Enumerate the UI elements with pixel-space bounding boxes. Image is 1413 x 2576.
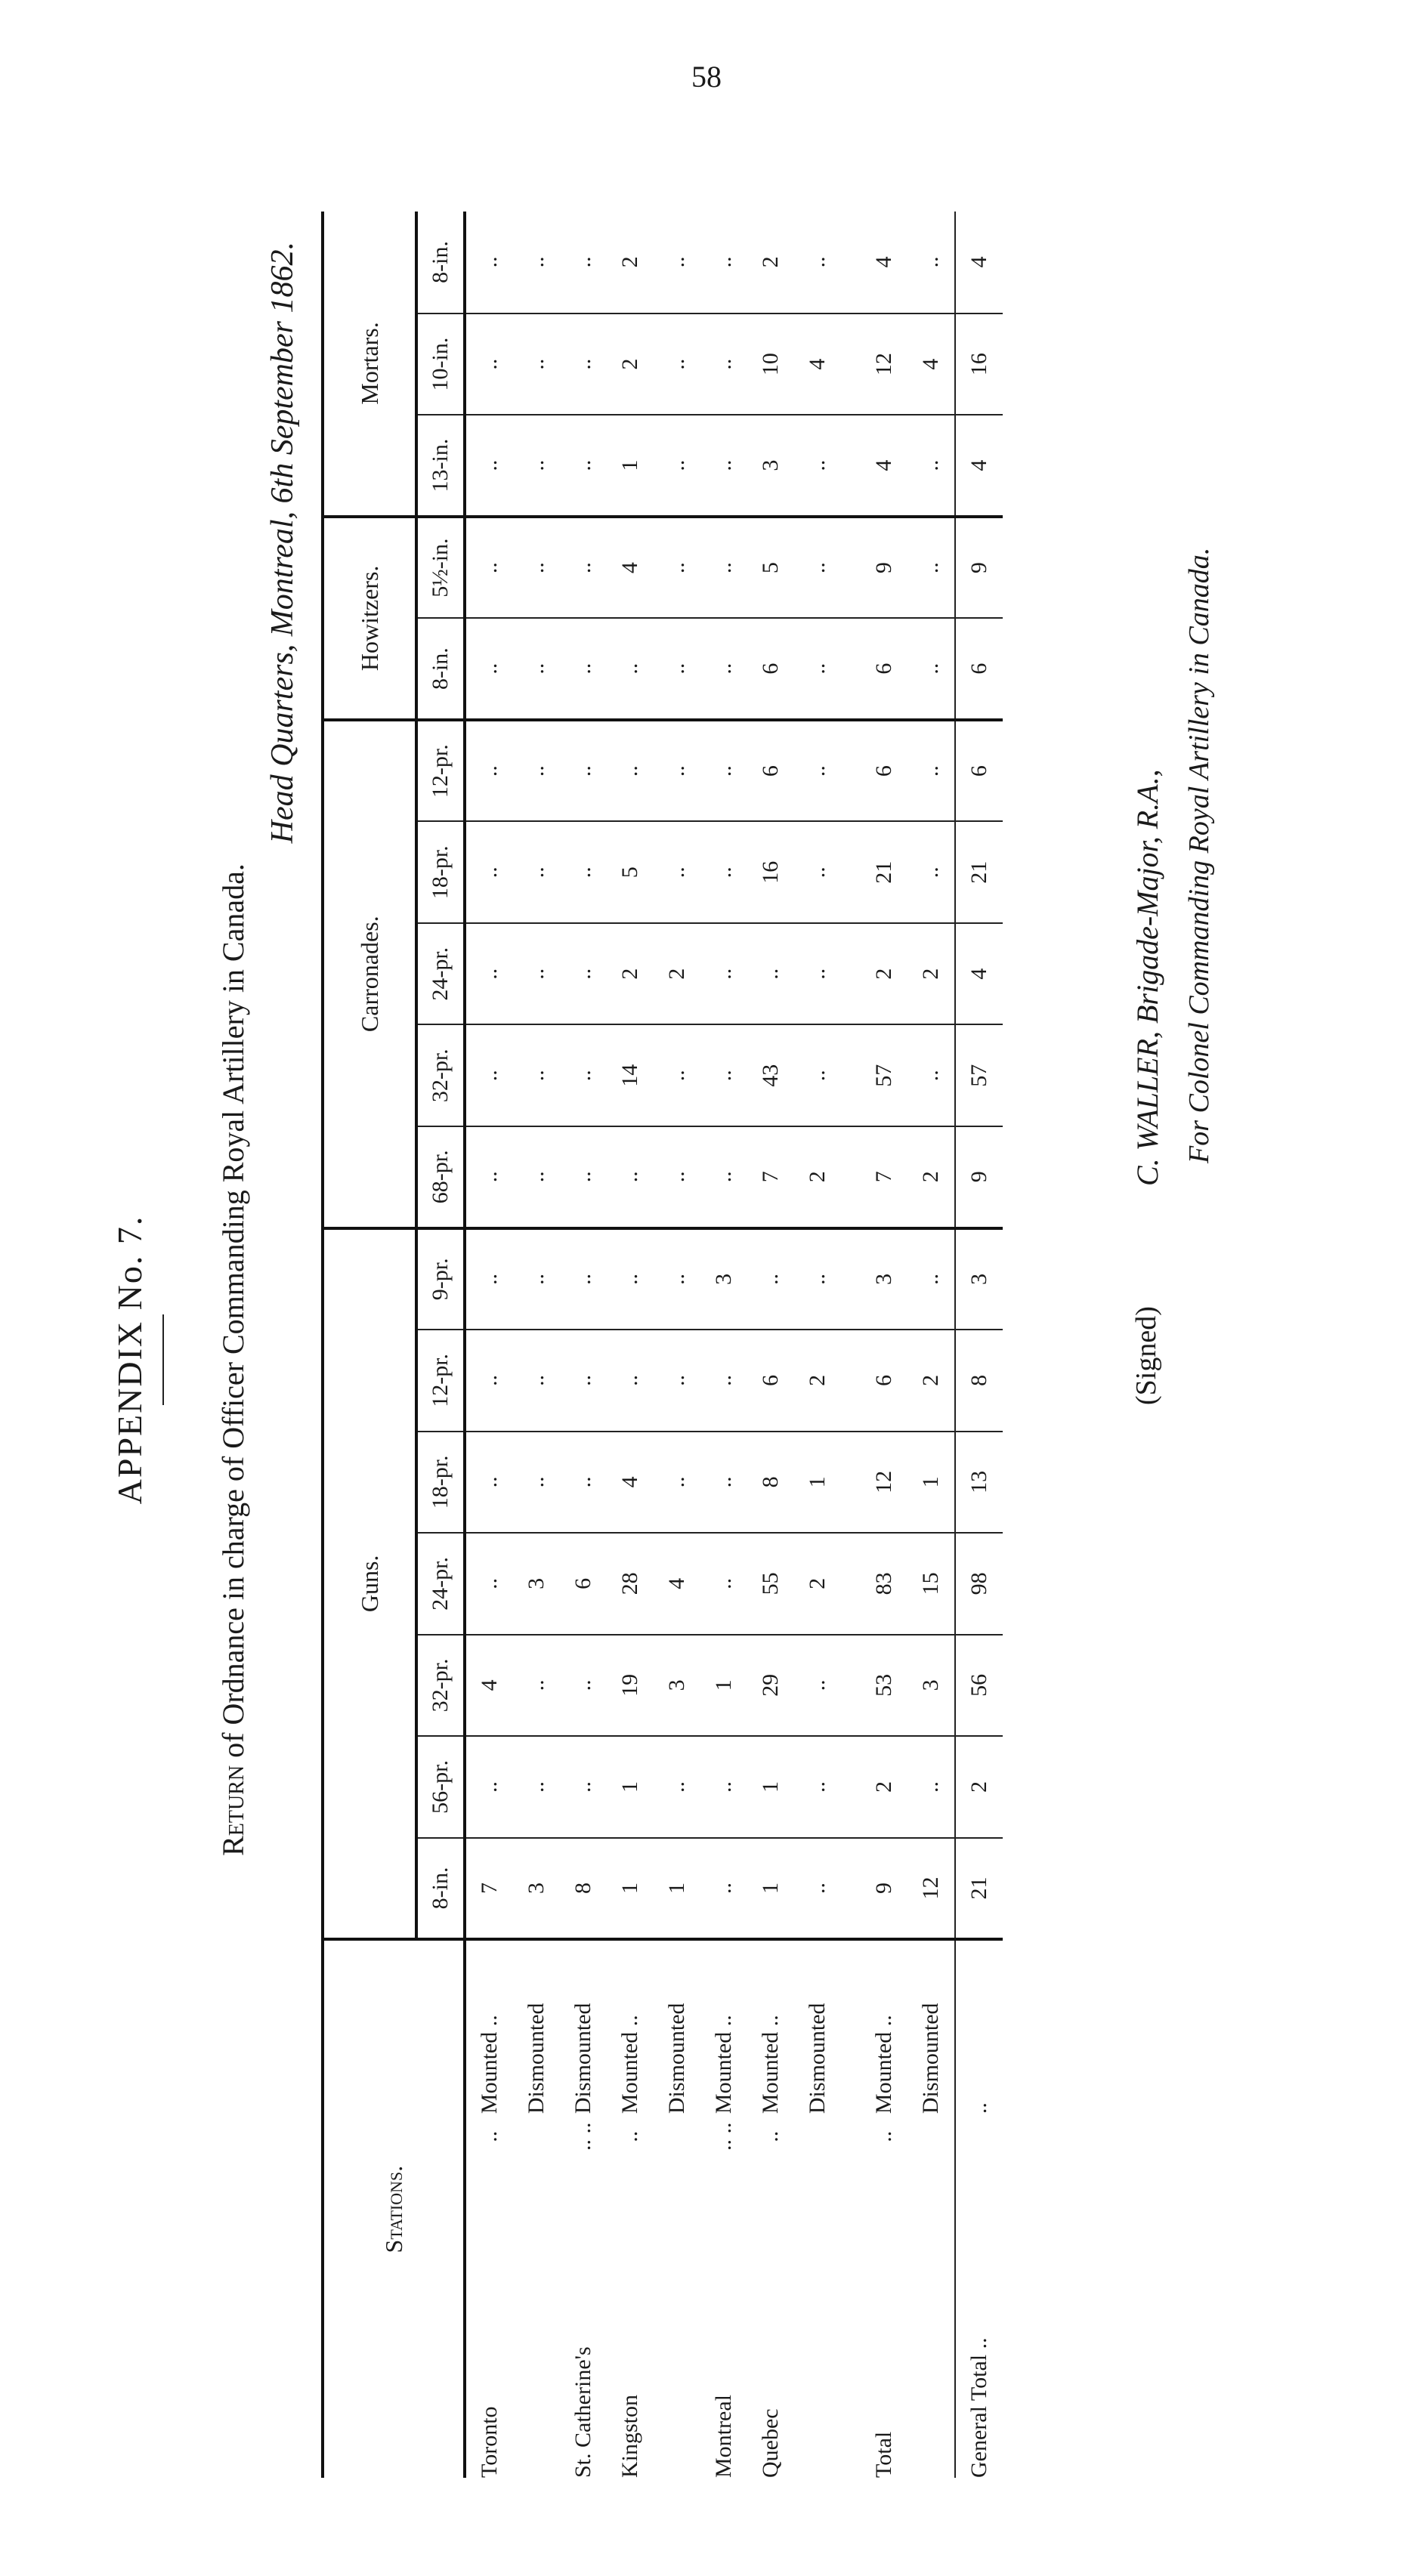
station-name: General Total ..	[955, 2159, 1003, 2478]
table-cell: 9	[841, 1838, 907, 1940]
signer-name: C. WALLER, Brigade-Major, R.A.,	[1130, 769, 1164, 1186]
station-name	[513, 2159, 560, 2478]
return-title-smallcaps: Return	[216, 1765, 250, 1856]
table-cell: ..	[747, 923, 794, 1025]
table-cell: ..	[607, 1126, 654, 1228]
table-cell: ..	[465, 517, 513, 619]
table-body	[465, 212, 1003, 2478]
table-cell: 4	[841, 212, 907, 314]
table-cell: ..	[907, 212, 955, 314]
table-cell: ..	[465, 618, 513, 720]
table-cell: 16	[747, 821, 794, 923]
station-status: ..	[955, 1939, 1003, 2114]
table-cell: 2	[794, 1533, 841, 1635]
table-cell: ..	[700, 618, 747, 720]
station-leader-dots: ..	[871, 2130, 896, 2142]
column-header: 32-pr.	[416, 1635, 465, 1737]
table-cell: ..	[560, 720, 607, 822]
table-cell: ..	[654, 415, 700, 517]
table-cell: ..	[513, 1635, 560, 1737]
table-cell: 2	[794, 1126, 841, 1228]
stations-header: Stations.	[379, 2165, 407, 2253]
table-cell: 9	[955, 1126, 1003, 1228]
station-name	[654, 2159, 700, 2478]
table-row	[654, 212, 700, 2478]
group-header-row	[323, 212, 416, 2478]
table-row	[955, 212, 1003, 2478]
column-header: 5½-in.	[416, 517, 465, 619]
ordnance-table	[321, 212, 1003, 2478]
table-cell: ..	[560, 1432, 607, 1534]
table-cell: ..	[465, 720, 513, 822]
page-number: 58	[691, 60, 722, 94]
table-cell: 56	[955, 1635, 1003, 1737]
table-cell: ..	[465, 212, 513, 314]
station-name: St. Catherine's	[570, 2346, 595, 2478]
table-cell: 9	[955, 517, 1003, 619]
table-cell: 2	[794, 1330, 841, 1432]
column-header: 8-in.	[416, 212, 465, 314]
table-cell: 4	[955, 415, 1003, 517]
table-cell: ..	[654, 212, 700, 314]
table-cell: ..	[513, 720, 560, 822]
table-cell: ..	[700, 517, 747, 619]
table-cell: 3	[955, 1228, 1003, 1330]
table-cell: ..	[513, 1228, 560, 1330]
table-cell: 7	[841, 1126, 907, 1228]
table-row	[841, 212, 907, 2478]
table-cell: ..	[513, 1736, 560, 1838]
table-cell: 2	[841, 1736, 907, 1838]
table-cell: 2	[607, 314, 654, 415]
table-cell: 5	[747, 517, 794, 619]
table-cell: ..	[794, 923, 841, 1025]
table-cell: ..	[794, 1228, 841, 1330]
table-cell: ..	[654, 517, 700, 619]
table-cell: 29	[747, 1635, 794, 1737]
table-cell: ..	[700, 1126, 747, 1228]
table-cell: ..	[465, 314, 513, 415]
table-cell: 4	[465, 1635, 513, 1737]
table-cell: ..	[700, 1838, 747, 1940]
column-header: 13-in.	[416, 415, 465, 517]
table-cell: ..	[700, 923, 747, 1025]
table-cell: ..	[513, 415, 560, 517]
table-row	[747, 212, 794, 2478]
table-cell: 5	[607, 821, 654, 923]
table-cell: ..	[560, 1228, 607, 1330]
group-header-guns: Guns.	[323, 1228, 416, 1940]
column-header: 8-in.	[416, 618, 465, 720]
table-cell: ..	[907, 720, 955, 822]
table-cell: 6	[841, 720, 907, 822]
signer-role: For Colonel Commanding Royal Artillery in Canada.	[1183, 547, 1215, 1163]
table-cell: ..	[907, 517, 955, 619]
table-cell: ..	[700, 821, 747, 923]
table-cell: ..	[607, 1228, 654, 1330]
table-cell: ..	[560, 618, 607, 720]
table-cell: ..	[465, 1228, 513, 1330]
table-cell: ..	[654, 821, 700, 923]
table-cell: 7	[465, 1838, 513, 1940]
table-cell: ..	[465, 923, 513, 1025]
table-cell: ..	[560, 1635, 607, 1737]
table-cell: ..	[465, 1736, 513, 1838]
table-cell: ..	[560, 517, 607, 619]
table-cell: ..	[560, 415, 607, 517]
table-row	[560, 212, 607, 2478]
table-cell: ..	[513, 314, 560, 415]
table-cell: ..	[794, 517, 841, 619]
return-title	[215, 212, 251, 2508]
table-cell: ..	[700, 1432, 747, 1534]
station-status: Mounted ..	[871, 2015, 896, 2114]
table-cell: 4	[654, 1533, 700, 1635]
table-cell: ..	[513, 1432, 560, 1534]
table-cell: ..	[907, 1025, 955, 1127]
table-cell: ..	[654, 1126, 700, 1228]
station-name: Montreal	[711, 2395, 736, 2478]
column-header: 12-pr.	[416, 1330, 465, 1432]
table-cell: ..	[465, 1330, 513, 1432]
table-cell: ..	[654, 618, 700, 720]
group-header-mortars: Mortars.	[323, 212, 416, 517]
column-header: 10-in.	[416, 314, 465, 415]
table-cell: 98	[955, 1533, 1003, 1635]
station-leader-dots	[654, 2114, 700, 2159]
table-cell: ..	[654, 1025, 700, 1127]
table-cell: 7	[747, 1126, 794, 1228]
table-cell: 12	[907, 1838, 955, 1940]
table-cell: 1	[654, 1838, 700, 1940]
table-cell: ..	[907, 415, 955, 517]
table-cell: 8	[747, 1432, 794, 1534]
title-rule	[162, 1314, 164, 1405]
table-cell: 57	[955, 1025, 1003, 1127]
table-cell: 6	[841, 618, 907, 720]
table-cell: 4	[907, 314, 955, 415]
table-row	[607, 212, 654, 2478]
station-leader-dots	[513, 2114, 560, 2159]
column-header: 18-pr.	[416, 1432, 465, 1534]
station-leader-dots: ..	[617, 2130, 642, 2142]
table-cell: 2	[907, 1330, 955, 1432]
table-cell: 13	[955, 1432, 1003, 1534]
station-name: Quebec	[758, 2408, 783, 2478]
table-cell: 2	[607, 212, 654, 314]
table-cell: 3	[700, 1228, 747, 1330]
table-cell: 21	[841, 821, 907, 923]
table-cell: ..	[465, 1533, 513, 1635]
table-cell: ..	[794, 720, 841, 822]
table-cell: 6	[955, 618, 1003, 720]
table-cell: ..	[560, 1736, 607, 1838]
table-cell: ..	[513, 1330, 560, 1432]
table-row	[794, 212, 841, 2478]
table-cell: 2	[907, 923, 955, 1025]
table-cell: 9	[841, 517, 907, 619]
table-cell: 6	[841, 1330, 907, 1432]
station-name: Kingston	[617, 2394, 642, 2478]
table-cell: ..	[794, 821, 841, 923]
table-cell: ..	[465, 1432, 513, 1534]
table-cell: 2	[841, 923, 907, 1025]
table-cell: 28	[607, 1533, 654, 1635]
table-cell: ..	[700, 1330, 747, 1432]
table-cell: 3	[513, 1838, 560, 1940]
table-cell: ..	[654, 1432, 700, 1534]
column-header: 24-pr.	[416, 923, 465, 1025]
table-cell: 6	[560, 1533, 607, 1635]
table-cell: ..	[560, 1025, 607, 1127]
column-header: 8-in.	[416, 1838, 465, 1940]
station-status: Mounted ..	[477, 2015, 502, 2114]
table-cell: ..	[700, 212, 747, 314]
table-cell: ..	[560, 821, 607, 923]
table-cell: ..	[700, 720, 747, 822]
station-leader-dots: ..	[477, 2130, 502, 2142]
table-cell: ..	[794, 212, 841, 314]
table-cell: 2	[654, 923, 700, 1025]
table-cell: ..	[907, 1736, 955, 1838]
station-leader-dots	[907, 2114, 955, 2159]
table-cell: 15	[907, 1533, 955, 1635]
table-cell: 4	[607, 1432, 654, 1534]
column-header: 9-pr.	[416, 1228, 465, 1330]
table-cell: ..	[794, 618, 841, 720]
table-cell: 57	[841, 1025, 907, 1127]
table-cell: 55	[747, 1533, 794, 1635]
table-cell: ..	[794, 1736, 841, 1838]
table-cell: ..	[513, 923, 560, 1025]
table-cell: 1	[607, 415, 654, 517]
table-cell: 1	[794, 1432, 841, 1534]
table-cell: ..	[794, 415, 841, 517]
table-cell: 4	[607, 517, 654, 619]
table-row	[907, 212, 955, 2478]
table-cell: ..	[654, 720, 700, 822]
station-status: Dismounted	[524, 2003, 549, 2114]
table-cell: ..	[907, 821, 955, 923]
table-cell: 4	[955, 923, 1003, 1025]
station-status: Mounted ..	[758, 2015, 783, 2114]
ordnance-table-wrap	[321, 212, 1003, 2478]
table-row	[700, 212, 747, 2478]
table-cell: ..	[794, 1838, 841, 1940]
station-status: Dismounted	[918, 2003, 943, 2114]
station-name: Toronto	[477, 2406, 502, 2478]
table-cell: 6	[955, 720, 1003, 822]
table-cell: ..	[513, 1126, 560, 1228]
table-cell: ..	[465, 1025, 513, 1127]
station-name: Total	[871, 2431, 896, 2478]
table-cell: ..	[700, 1533, 747, 1635]
table-cell: 16	[955, 314, 1003, 415]
table-cell: 8	[560, 1838, 607, 1940]
table-cell: 1	[607, 1736, 654, 1838]
table-cell: 53	[841, 1635, 907, 1737]
table-cell: 21	[955, 1838, 1003, 1940]
table-cell: 3	[841, 1228, 907, 1330]
table-cell: 4	[794, 314, 841, 415]
table-cell: ..	[560, 314, 607, 415]
table-cell: 1	[700, 1635, 747, 1737]
table-cell: ..	[513, 821, 560, 923]
headquarters-line: Head Quarters, Montreal, 6th September 1862.	[265, 242, 300, 844]
table-cell: ..	[465, 821, 513, 923]
table-cell: 43	[747, 1025, 794, 1127]
table-cell: 8	[955, 1330, 1003, 1432]
table-cell: 2	[907, 1126, 955, 1228]
table-cell: ..	[654, 1228, 700, 1330]
table-cell: ..	[654, 314, 700, 415]
column-header: 56-pr.	[416, 1736, 465, 1838]
rotated-page-content	[94, 212, 1251, 2508]
column-header: 32-pr.	[416, 1025, 465, 1127]
appendix-title: APPENDIX No. 7.	[110, 1215, 149, 1505]
table-cell: ..	[465, 415, 513, 517]
table-cell: ..	[794, 1635, 841, 1737]
table-row	[465, 212, 513, 2478]
table-cell: 4	[841, 415, 907, 517]
table-cell: 83	[841, 1533, 907, 1635]
station-status: Dismounted	[664, 2003, 689, 2114]
table-cell: 6	[747, 1330, 794, 1432]
table-cell: ..	[560, 923, 607, 1025]
table-cell: ..	[700, 415, 747, 517]
table-cell: ..	[607, 618, 654, 720]
table-cell: 19	[607, 1635, 654, 1737]
group-header-howitzers: Howitzers.	[323, 517, 416, 720]
table-cell: ..	[907, 618, 955, 720]
table-cell: ..	[654, 1330, 700, 1432]
table-cell: ..	[513, 1025, 560, 1127]
table-cell: 6	[747, 618, 794, 720]
table-cell: 4	[955, 212, 1003, 314]
table-cell: 3	[907, 1635, 955, 1737]
table-cell: 1	[607, 1838, 654, 1940]
table-cell: 12	[841, 1432, 907, 1534]
table-cell: 21	[955, 821, 1003, 923]
table-cell: 14	[607, 1025, 654, 1127]
table-cell: 12	[841, 314, 907, 415]
table-cell: ..	[560, 212, 607, 314]
return-title-text: of Ordnance in charge of Officer Commanding Royal Artillery in Canada.	[216, 863, 250, 1758]
group-header-carronades: Carronades.	[323, 720, 416, 1228]
station-name	[907, 2159, 955, 2478]
table-cell: 3	[654, 1635, 700, 1737]
table-cell: ..	[794, 1025, 841, 1127]
station-name	[794, 2159, 841, 2478]
station-status: Dismounted	[805, 2003, 830, 2114]
table-cell: ..	[700, 1736, 747, 1838]
table-cell: ..	[654, 1736, 700, 1838]
table-cell: 6	[747, 720, 794, 822]
table-cell: 1	[747, 1736, 794, 1838]
station-leader-dots: ..	[758, 2130, 783, 2142]
table-cell: ..	[560, 1126, 607, 1228]
signed-label: (Signed)	[1130, 1306, 1162, 1405]
column-header: 68-pr.	[416, 1126, 465, 1228]
table-cell: ..	[465, 1126, 513, 1228]
table-cell: ..	[747, 1228, 794, 1330]
column-header: 12-pr.	[416, 720, 465, 822]
station-leader-dots	[794, 2114, 841, 2159]
table-cell: ..	[700, 314, 747, 415]
table-cell: 1	[907, 1432, 955, 1534]
table-cell: ..	[513, 212, 560, 314]
station-leader-dots: .. ..	[711, 2122, 736, 2151]
station-status: Mounted ..	[617, 2015, 642, 2114]
table-cell: 1	[747, 1838, 794, 1940]
station-status: Dismounted	[570, 2003, 595, 2114]
table-row	[513, 212, 560, 2478]
table-cell: 2	[747, 212, 794, 314]
table-cell: ..	[607, 720, 654, 822]
table-cell: 10	[747, 314, 794, 415]
table-cell: ..	[607, 1330, 654, 1432]
station-leader-dots	[955, 2114, 1003, 2159]
column-header: 18-pr.	[416, 821, 465, 923]
table-cell: ..	[513, 618, 560, 720]
table-cell: 2	[607, 923, 654, 1025]
table-cell: 2	[955, 1736, 1003, 1838]
column-header: 24-pr.	[416, 1533, 465, 1635]
table-cell: ..	[907, 1228, 955, 1330]
table-cell: ..	[560, 1330, 607, 1432]
table-cell: 3	[513, 1533, 560, 1635]
table-cell: ..	[513, 517, 560, 619]
table-cell: ..	[700, 1025, 747, 1127]
table-cell: 3	[747, 415, 794, 517]
station-leader-dots: .. ..	[570, 2122, 595, 2151]
station-status: Mounted ..	[711, 2015, 736, 2114]
